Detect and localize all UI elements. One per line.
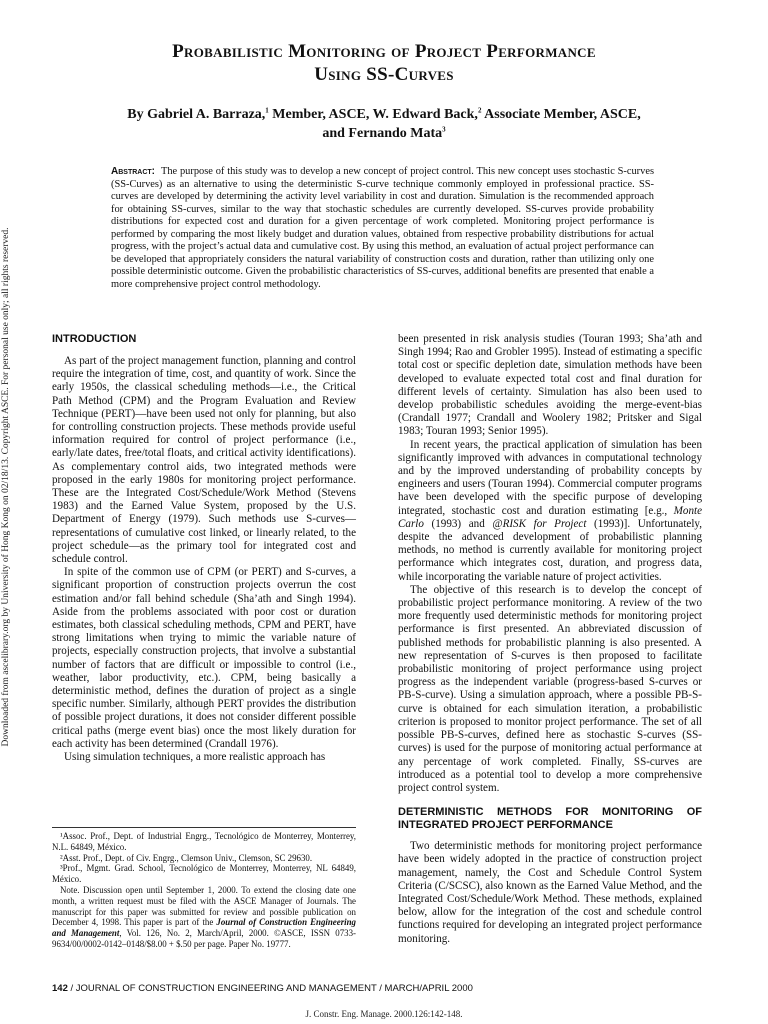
author-and: and <box>322 126 349 141</box>
note-text-start: Note. Discussion open until September 1, 2000. To extend the closing date one month, a written request must be filed with the ASCE Manager of Journals. The manuscript for this paper was submitted for review and possible publication on December 4, 1998. This paper is part of the <box>52 884 356 928</box>
left-column <box>52 333 356 764</box>
author-role-1: Member, ASCE, <box>268 107 373 122</box>
page-number: 142 <box>52 983 68 994</box>
author-sup-3: 3 <box>442 125 446 134</box>
author-line-1 <box>60 105 708 124</box>
author-role-2: Associate Member, ASCE, <box>481 107 641 122</box>
right-column <box>398 333 702 946</box>
p2-text-end: (1993)]. Unfortunately, despite the advanced development of probabilistic planning methods, no method is currently available for monitoring project performance which integrates cost, duration, and progress data, while incorporating the variable nature of project activities. <box>398 517 703 583</box>
right-paragraph-2 <box>398 439 702 584</box>
title-line-1: Probabilistic Monitoring of Project Performance <box>172 41 596 62</box>
right-paragraph-4: Two deterministic methods for monitoring project performance have been widely adopted in the practice of construction project management, namely, the Cost and Schedule Control System Criteria (C/SCSC), also known as the Earned Value Method, and the Integrated Cost/Schedule/Work Method. These methods, explained below, allow for the integration of the cost and schedule control functions required for developing an integrated project performance monitoring. <box>398 840 702 945</box>
right-paragraph-1: been presented in risk analysis studies (Touran 1993; Sha’ath and Singh 1994; Rao and Grobler 1995). Instead of estimating a specific total cost or specific depletion date, simulation methods have been developed to evaluate expected total cost and final duration for different levels of certainty. Simulation has also been used to develop probabilistic schedules avoiding the merge-event-bias (Crandall 1977; Crandall and Woolery 1982; Pritsker and Sigal 1983; Touran 1993; Senior 1995). <box>398 333 702 438</box>
author-sup-2: 2 <box>477 106 482 115</box>
p2-text-start: In recent years, the practical application of simulation has been significantly improved with advances in computational technology and by the improved understanding of probability concepts by engineers and users (Touran 1994). Commercial computer programs have been developed with the specific purpose of developing integrated, stochastic cost and duration estimating [e.g., <box>398 438 702 517</box>
author-name-3: Fernando Mata <box>348 126 443 141</box>
note-text-end: , Vol. 126, No. 2, March/April, 2000. ©ASCE, ISSN 0733-9634/00/0002-0142–0148/$8.00 + $.50 per page. Paper No. 19777. <box>52 928 356 949</box>
note-journal-name: Journal of Construction Engineering and Management <box>52 917 356 939</box>
intro-paragraph-1: As part of the project management function, planning and control require the integration of time, cost, and quantity of work. Since the early 1950s, the classical scheduling methods—i.e., the Critical Path Method (CPM) and the Program Evaluation and Review Technique (PERT)—have been used not only for planning, but also for controlling construction projects. These methods provide useful information required for control of project performance (i.e., early/late dates, free/total floats, and critical activity identifications). As complementary control aids, two integrated methods were proposed in the early 1980s for monitoring project performance. These are the Integrated Cost/Schedule/Work Method (Stevens 1983) and the Earned Value System, proposed by the U.S. Department of Energy (1979). Such methods use S-curves—representations of cumulative cost linked, or linearly related, to the project schedule—as the primary tool for integrated cost and schedule control. <box>52 355 356 566</box>
abstract <box>111 166 654 291</box>
intro-paragraph-2: In spite of the common use of CPM (or PERT) and S-curves, a significant proportion of construction projects overrun the cost estimation and/or fall behind schedule (Sha’ath and Singh 1994). Aside from the problems associated with poor cost or duration estimates, both classical scheduling methods, CPM and PERT, have strong limitations when trying to mimic the variable nature of projects, especially construction projects, that involve a substantial number of factors that are difficult or impossible to control (i.e., weather, labor productivity, etc.). CPM, being basically a deterministic method, defines the duration of project as a single specific number. Similarly, although PERT provides the distribution of possible project durations, it does not consider different possible critical paths (merge event bias) once the most likely duration for each activity has been determined (Crandall 1976). <box>52 566 356 750</box>
author-name-2: W. Edward Back, <box>372 107 478 122</box>
software-monte-carlo: Monte Carlo <box>398 504 702 530</box>
footnote-3: ³Prof., Mgmt. Grad. School, Tecnológico de Monterrey, Monterrey, NL 64849, México. <box>52 863 356 885</box>
right-paragraph-3: The objective of this research is to develop the concept of probabilistic project performance monitoring. A review of the two more frequently used deterministic methods for monitoring project performance is first presented. An abbreviated discussion of published methods for probabilistic planning is also presented. A new representation of S-curves is then proposed to facilitate probabilistic monitoring of project performance using project progress as the independent variable (progress-based S-curves or PB-S-curve). Using a simulation approach, where a possible PB-S-curve is obtained for each simulation iteration, a probabilistic criterion is proposed to monitor project performance. The set of all possible PB-S-curves, defined here as stochastic S-curves (SS-curves) is used for the purpose of monitoring actual performance at any percentage of work completed. Finally, SS-curves are introduced as a potential tool to develop a more comprehensive project control system. <box>398 583 702 794</box>
deterministic-methods-heading: DETERMINISTIC METHODS FOR MONITORING OF INTEGRATED PROJECT PERFORMANCE <box>398 806 702 832</box>
citation-line: J. Constr. Eng. Manage. 2000.126:142-148. <box>305 1009 463 1019</box>
footnote-1: ¹Assoc. Prof., Dept. of Industrial Engrg., Tecnológico de Monterrey, Monterrey, N.L. 64849, México. <box>52 831 356 852</box>
footnote-2: ²Asst. Prof., Dept. of Civ. Engrg., Clemson Univ., Clemson, SC 29630. <box>60 852 313 863</box>
download-watermark: Downloaded from ascelibrary.org by University of Hong Kong on 02/18/13. Copyright ASCE. For personal use only; all rights reserved. <box>1 227 11 747</box>
author-name-1: Gabriel A. Barraza, <box>147 107 266 122</box>
abstract-text: The purpose of this study was to develop a new concept of project control. This new concept uses stochastic S-curves (SS-Curves) as an alternative to using the deterministic S-curve technique commonly employed in professional practice. SS-curves are developed by determining the activity level variability in cost and duration. Simulation is the recommended approach for obtaining SS-curves, similar to the way that stochastic schedules are currently developed. SS-curves provide probability distributions for expected cost and duration for a given percentage of work completed. Monitoring project performance is performed by comparing the most likely budget and duration values, obtained from respective probability distributions for actual progress, with the project’s actual data and cumulative cost. By using this method, an evaluation of actual project performance can be developed that appropriately considers the natural variability of construction costs and duration, rather than utilizing only one possible deterministic outcome. Given the probabilistic characteristics of SS-curves, additional benefits are presented that enable a more comprehensive project control methodology. <box>111 166 654 290</box>
introduction-heading: INTRODUCTION <box>52 333 137 345</box>
author-sup-1: 1 <box>265 106 269 115</box>
abstract-label: Abstract: <box>111 166 155 177</box>
p2-text-mid: (1993) and <box>423 517 493 530</box>
journal-running-title: / JOURNAL OF CONSTRUCTION ENGINEERING AND MANAGEMENT / MARCH/APRIL 2000 <box>67 983 473 994</box>
author-block <box>60 105 708 143</box>
title-line-2: Using SS-Curves <box>314 64 454 85</box>
footnotes <box>52 827 356 950</box>
author-by: By <box>127 107 148 122</box>
author-line-2 <box>60 124 708 143</box>
software-risk-for-project: @RISK for Project <box>492 517 587 530</box>
footnote-note <box>52 885 356 950</box>
journal-footer <box>52 983 712 994</box>
intro-paragraph-3: Using simulation techniques, a more realistic approach has <box>64 751 326 764</box>
paper-title <box>0 40 768 86</box>
